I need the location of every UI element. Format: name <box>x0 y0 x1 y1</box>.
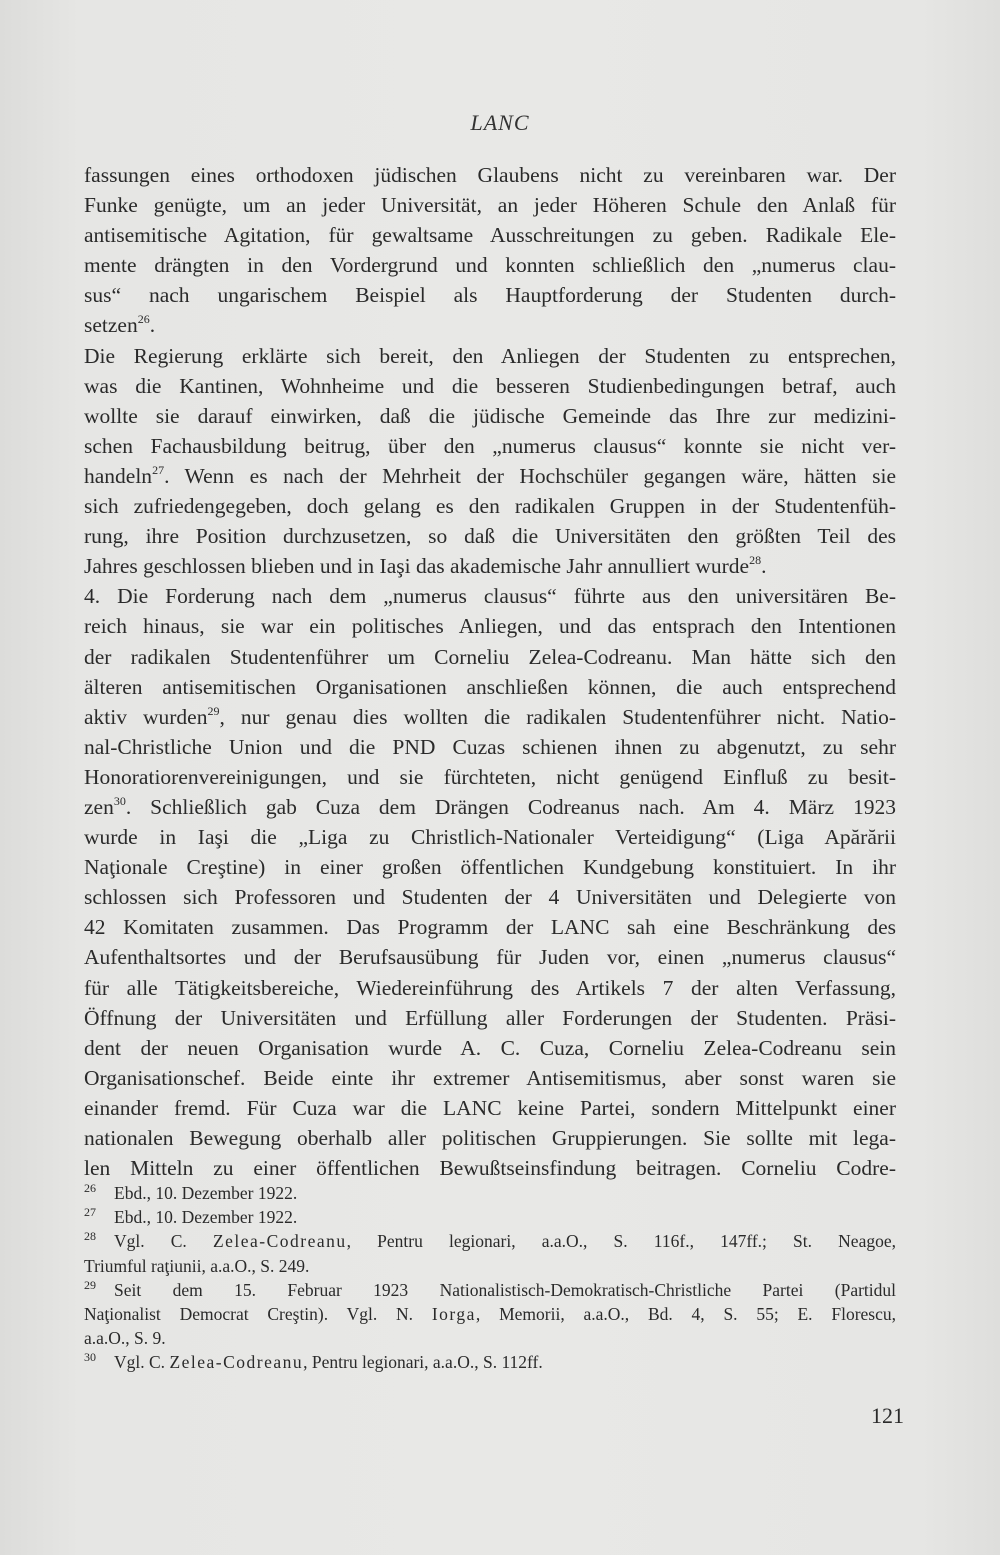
footnote-author: Iorga <box>431 1303 476 1324</box>
running-header: LANC <box>470 110 530 135</box>
text-line: Funke genügte, um an jeder Universität, an jeder Höheren Schule den Anlaß für <box>84 193 896 218</box>
text-line: Die Regierung erklärte sich bereit, den Anliegen der Studenten zu entsprechen, <box>84 343 896 368</box>
text-line: schlossen sich Professoren und Studenten der 4 Universitäten und Delegierte von <box>84 885 896 910</box>
text-fragment: . Wenn es nach der Mehrheit der Hochschüler gegangen wäre, hätten sie <box>164 463 896 488</box>
text-line: rung, ihre Position durchzusetzen, so daß die Universitäten den größten Teil des <box>84 524 896 549</box>
footnote-marker-28: 28 <box>749 553 762 568</box>
text-line <box>84 792 896 822</box>
footnote-text: , Pentru legionari, a.a.O., S. 112ff. <box>303 1352 543 1373</box>
footnote-text: Ebd., 10. Dezember 1922. <box>114 1183 298 1203</box>
page-number: 121 <box>871 1403 904 1428</box>
footnote-text: Vgl. C. <box>114 1231 213 1252</box>
text-line: Naţionale Creştine) in einer großen öffentlichen Kundgebung konstituiert. In ihr <box>84 855 896 880</box>
footnote-marker-30: 30 <box>113 793 126 808</box>
text-line: älteren antisemitischen Organisationen anschließen können, die auch entsprechend <box>84 674 896 699</box>
text-fragment: . Schließlich gab Cuza dem Drängen Codreanus nach. Am 4. März 1923 <box>125 794 896 819</box>
text-line: wurde in Iaşi die „Liga zu Christlich-Nationaler Verteidigung“ (Liga Apărării <box>84 825 896 850</box>
text-line: dent der neuen Organisation wurde A. C. Cuza, Corneliu Zelea-Codreanu sein <box>84 1035 896 1060</box>
footnote-29-end: a.a.O., S. 9. <box>84 1328 166 1349</box>
footnote-marker-26: 26 <box>137 312 150 327</box>
footnote-marker-27: 27 <box>152 462 165 477</box>
text-line: 4. Die Forderung nach dem „numerus clausus“ führte aus den universitären Be- <box>84 584 896 609</box>
footnote-30: 30 Vgl. C. Zelea-Codreanu, Pentru legionari, a.a.O., S. 112ff. <box>84 1350 543 1373</box>
text-line <box>84 461 896 491</box>
text-line: schen Fachausbildung beitrug, über den „numerus clausus“ konnte sie nicht ver- <box>84 433 896 458</box>
text-line: len Mitteln zu einer öffentlichen Bewußtseinsfindung beitragen. Corneliu Codre- <box>84 1156 896 1181</box>
text-line: mente drängten in den Vordergrund und konnten schließlich den „numerus clau- <box>84 253 896 278</box>
text-line: fassungen eines orthodoxen jüdischen Glaubens nicht zu vereinbaren war. Der <box>84 163 896 187</box>
footnote-29: 29 Seit dem 15. Februar 1923 Nationalistisch-Demokratisch-Christliche Partei (Partidul <box>84 1277 896 1300</box>
footnote-text: , Memorii, a.a.O., Bd. 4, S. 55; E. Florescu, <box>475 1303 896 1324</box>
text-line: der radikalen Studentenführer um Corneliu Zelea-Codreanu. Man hätte sich den <box>84 644 896 669</box>
text-line: Organisationschef. Beide einte ihr extremer Antisemitismus, aber sonst waren sie <box>84 1065 896 1090</box>
text-fragment: . <box>761 554 767 579</box>
text-line: nal-Christliche Union und die PND Cuzas schienen ihnen zu abgenutzt, zu sehr <box>84 734 896 759</box>
text-line: sus“ nach ungarischem Beispiel als Hauptforderung der Studenten durch- <box>84 283 896 308</box>
footnote-27: 27 Ebd., 10. Dezember 1922. <box>84 1205 298 1228</box>
text-fragment: zen <box>84 794 114 819</box>
footnote-marker-29: 29 <box>207 703 220 718</box>
main-text <box>84 160 896 1183</box>
text-line: 42 Komitaten zusammen. Das Programm der LANC sah eine Beschränkung des <box>84 915 896 940</box>
footnote-26: 26 Ebd., 10. Dezember 1922. <box>84 1181 298 1203</box>
text-fragment: setzen <box>84 313 138 338</box>
footnote-28-cont: Triumful raţiunii, a.a.O., S. 249. <box>84 1255 310 1276</box>
text-line: Aufenthaltsortes und der Berufsausübung für Juden vor, einen „numerus clausus“ <box>84 945 896 970</box>
text-line <box>84 310 896 340</box>
footnote-28: 28 Vgl. C. Zelea-Codreanu, Pentru legionari, a.a.O., S. 116f., 147ff.; St. Neagoe, <box>84 1229 896 1252</box>
footnote-text: Naţionalist Democrat Creştin). Vgl. N. <box>84 1303 432 1324</box>
text-line: einander fremd. Für Cuza war die LANC keine Partei, sondern Mittelpunkt einer <box>84 1095 896 1120</box>
text-fragment: handeln <box>84 463 153 488</box>
text-fragment: Jahres geschlossen blieben und in Iaşi das akademische Jahr annulliert wurde <box>84 554 750 579</box>
footnote-text: Ebd., 10. Dezember 1922. <box>114 1207 298 1228</box>
footnote-author: Zelea-Codreanu <box>169 1352 304 1373</box>
text-line: wollte sie darauf einwirken, daß die jüdische Gemeinde das Ihre zur medizini- <box>84 403 896 428</box>
text-line <box>84 551 896 581</box>
text-line: für alle Tätigkeitsbereiche, Wiedereinführung des Artikels 7 der alten Verfassung, <box>84 975 896 1000</box>
footnote-text: , Pentru legionari, a.a.O., S. 116f., 147ff.; St. Neagoe, <box>346 1231 896 1252</box>
footnote-author: Zelea-Codreanu <box>212 1231 347 1252</box>
text-line: nationalen Bewegung oberhalb aller politischen Gruppierungen. Sie sollte mit lega- <box>84 1126 896 1150</box>
text-fragment: aktiv wurden <box>84 704 208 729</box>
text-line: reich hinaus, sie war ein politisches Anliegen, und das entsprach den Intentionen <box>84 614 896 639</box>
footnotes <box>84 1181 896 1375</box>
footnote-text: Vgl. C. <box>114 1352 170 1373</box>
footnote-text: Seit dem 15. Februar 1923 Nationalistisch-Demokratisch-Christliche Partei (Partidul <box>114 1279 896 1300</box>
text-fragment: , nur genau dies wollten die radikalen Studentenführer nicht. Natio- <box>219 704 896 729</box>
text-line: Öffnung der Universitäten und Erfüllung aller Forderungen der Studenten. Präsi- <box>84 1005 896 1030</box>
footnote-29-cont <box>84 1302 896 1326</box>
text-line <box>84 702 896 732</box>
text-line: sich zufriedengegeben, doch gelang es den radikalen Gruppen in der Studentenfüh- <box>84 494 896 519</box>
text-line: was die Kantinen, Wohnheime und die besseren Studienbedingungen betraf, auch <box>84 373 896 398</box>
text-line: Honoratiorenvereinigungen, und sie fürchteten, nicht genügend Einfluß zu besit- <box>84 764 896 789</box>
text-line: antisemitische Agitation, für gewaltsame Ausschreitungen zu geben. Radikale Ele- <box>84 223 896 248</box>
text-fragment: . <box>149 313 156 338</box>
